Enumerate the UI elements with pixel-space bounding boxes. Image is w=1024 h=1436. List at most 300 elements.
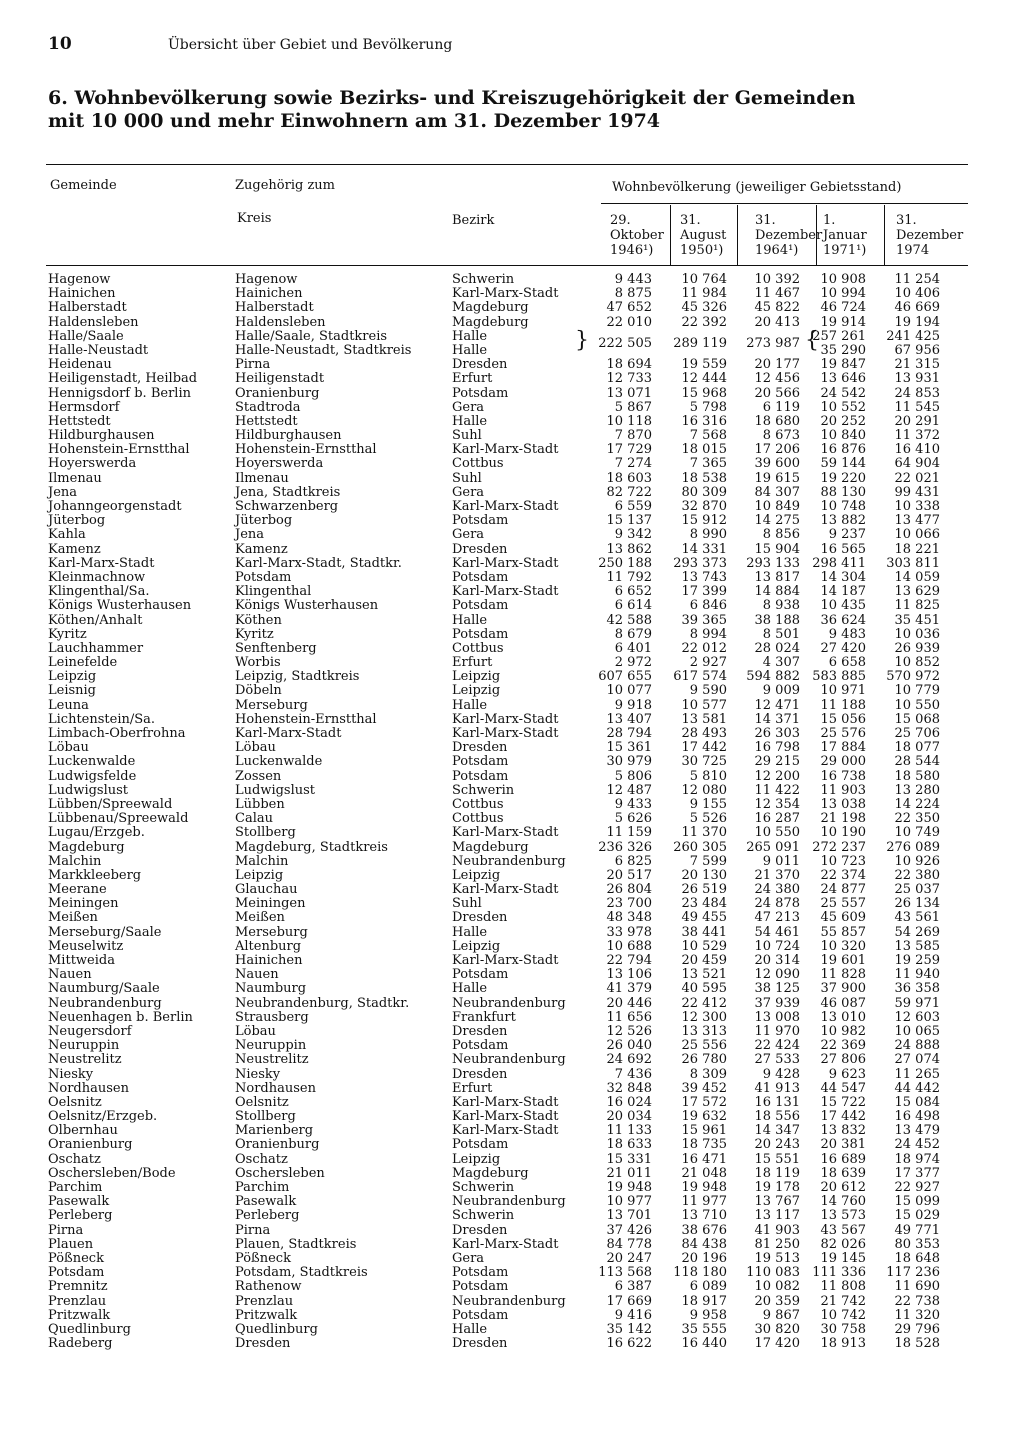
cell-gemeinde: Heidenau xyxy=(48,357,112,373)
cell-bezirk: Gera xyxy=(452,399,485,415)
cell-value-1964: 11 467 xyxy=(754,286,800,302)
title-line-1: 6. Wohnbevölkerung sowie Bezirks- und Kreiszugehörigkeit der Gemeinden xyxy=(48,87,856,109)
cell-gemeinde: Neuenhagen b. Berlin xyxy=(48,1009,193,1025)
cell-value-1974: 43 561 xyxy=(894,910,940,926)
table-row xyxy=(0,585,1024,599)
cell-value-1971: 11 188 xyxy=(820,697,866,713)
cell-value-1974: 18 974 xyxy=(894,1151,940,1167)
table-row xyxy=(0,1323,1024,1337)
cell-value-1950: 10 529 xyxy=(681,938,727,954)
cell-kreis: Calau xyxy=(235,811,273,827)
cell-gemeinde: Nordhausen xyxy=(48,1080,129,1096)
cell-bezirk: Potsdam xyxy=(452,1279,509,1295)
table-row xyxy=(0,1082,1024,1096)
cell-value-1946: 9 433 xyxy=(614,796,652,812)
cell-value-1974: 14 224 xyxy=(894,796,940,812)
cell-bezirk: Potsdam xyxy=(452,569,509,585)
cell-value-1946: 10 688 xyxy=(606,938,652,954)
cell-gemeinde: Meißen xyxy=(48,910,98,926)
cell-bezirk: Karl-Marx-Stadt xyxy=(452,286,559,302)
cell-value-1950: 11 984 xyxy=(681,286,727,302)
table-row xyxy=(0,457,1024,471)
cell-value-1946: 21 011 xyxy=(606,1165,652,1181)
cell-value-1974: 18 221 xyxy=(894,541,940,557)
cell-value-1950: 5 798 xyxy=(689,399,727,415)
table-row xyxy=(0,855,1024,869)
cell-value-1971: 10 742 xyxy=(820,1307,866,1323)
cell-value-1946: 11 656 xyxy=(606,1009,652,1025)
table-row xyxy=(0,571,1024,585)
cell-bezirk: Leipzig xyxy=(452,867,501,883)
cell-value-1946: 6 559 xyxy=(614,499,652,514)
cell-value-1974: 10 926 xyxy=(894,853,940,869)
cell-value-1974: 13 585 xyxy=(894,938,940,954)
table-row xyxy=(0,273,1024,287)
cell-value-1971: 18 913 xyxy=(820,1336,866,1352)
cell-value-1974: 19 194 xyxy=(894,314,940,330)
cell-kreis: Halberstadt xyxy=(235,300,314,316)
cell-bezirk: Halle xyxy=(452,328,488,344)
cell-value-1946: 6 614 xyxy=(614,598,652,614)
cell-gemeinde: Oelsnitz/Erzgeb. xyxy=(48,1109,158,1125)
cell-kreis: Pirna xyxy=(235,1222,271,1238)
cell-value-1946: 7 436 xyxy=(614,1066,652,1082)
cell-value-1946: 18 633 xyxy=(606,1137,652,1153)
cell-value-1974: 10 852 xyxy=(894,655,940,671)
cell-value-1950: 8 994 xyxy=(689,626,727,642)
cell-value-1950: 28 493 xyxy=(681,726,727,741)
cell-value-1946: 8 679 xyxy=(614,626,652,642)
table-row xyxy=(0,1181,1024,1195)
cell-kreis: Prenzlau xyxy=(235,1293,294,1309)
cell-bezirk: Karl-Marx-Stadt xyxy=(452,1094,559,1110)
cell-value-1950: 16 471 xyxy=(681,1151,727,1167)
cell-bezirk: Neubrandenburg xyxy=(452,995,566,1011)
cell-kreis: Hohenstein-Ernstthal xyxy=(235,711,377,727)
table-row xyxy=(0,784,1024,798)
cell-value-1971: 37 900 xyxy=(820,981,866,997)
cell-value-1946: 12 733 xyxy=(606,371,652,387)
cell-value-1964: 38 125 xyxy=(754,981,800,997)
cell-bezirk: Schwerin xyxy=(452,782,515,798)
cell-kreis: Pritzwalk xyxy=(235,1307,298,1323)
cell-bezirk: Magdeburg xyxy=(452,314,529,330)
cell-gemeinde: Ludwigslust xyxy=(48,782,129,798)
cell-value-1974: 22 738 xyxy=(894,1293,940,1309)
table-row xyxy=(0,614,1024,628)
cell-value-1950: 13 710 xyxy=(681,1208,727,1224)
cell-value-1950: 10 764 xyxy=(681,272,727,287)
cell-value-1964: 17 420 xyxy=(754,1336,800,1352)
cell-value-1964: 16 798 xyxy=(754,740,800,756)
cell-gemeinde: Oschersleben/Bode xyxy=(48,1165,176,1181)
cell-value-1946: 20 517 xyxy=(606,867,652,883)
cell-value-1946: 113 568 xyxy=(598,1265,652,1281)
cell-value-1950: 39 452 xyxy=(681,1080,727,1096)
cell-value-1950: 49 455 xyxy=(681,910,727,926)
cell-value-1964: 12 471 xyxy=(754,697,800,713)
cell-value-1950: 18 015 xyxy=(681,442,727,458)
cell-value-1946: 9 918 xyxy=(614,697,652,713)
cell-value-1974: 13 280 xyxy=(894,782,940,798)
cell-value-1974: 570 972 xyxy=(886,669,940,685)
table-top-rule xyxy=(46,164,968,165)
cell-value-1971: 15 722 xyxy=(820,1094,866,1110)
table-row xyxy=(0,543,1024,557)
cell-value-1946: 6 387 xyxy=(614,1279,652,1295)
cell-value-1971: 9 237 xyxy=(828,527,866,543)
cell-value-1950: 293 373 xyxy=(673,555,727,571)
cell-value-1974: 19 259 xyxy=(894,953,940,968)
cell-kreis: Nauen xyxy=(235,967,279,983)
table-row xyxy=(0,741,1024,755)
header-date-1946: 29. Oktober 1946¹) xyxy=(610,213,664,258)
cell-value-1946: 10 118 xyxy=(606,413,652,429)
cell-value-1971: 16 689 xyxy=(820,1151,866,1167)
cell-kreis: Plauen, Stadtkreis xyxy=(235,1236,357,1252)
cell-value-1950: 32 870 xyxy=(681,499,727,514)
cell-value-1974: 22 350 xyxy=(894,811,940,827)
cell-value-1946: 9 342 xyxy=(614,527,652,543)
table-row xyxy=(0,628,1024,642)
cell-gemeinde: Potsdam xyxy=(48,1265,105,1281)
cell-value-1950: 26 780 xyxy=(681,1052,727,1068)
cell-bezirk: Potsdam xyxy=(452,513,509,529)
cell-value-1950: 84 438 xyxy=(681,1236,727,1252)
cell-kreis: Glauchau xyxy=(235,882,298,898)
cell-value-1971: 272 237 xyxy=(812,839,866,855)
table-row xyxy=(0,599,1024,613)
cell-bezirk: Dresden xyxy=(452,1066,508,1082)
cell-gemeinde: Luckenwalde xyxy=(48,754,136,770)
table-row xyxy=(0,514,1024,528)
cell-bezirk: Gera xyxy=(452,484,485,500)
cell-value-1950: 118 180 xyxy=(673,1265,727,1281)
cell-value-1950: 9 958 xyxy=(689,1307,727,1323)
table-row xyxy=(0,415,1024,429)
cell-gemeinde: Pritzwalk xyxy=(48,1307,111,1323)
cell-value-1946: 11 792 xyxy=(606,569,652,585)
cell-value-1974: 22 021 xyxy=(894,470,940,486)
cell-value-1964: 54 461 xyxy=(754,924,800,940)
cell-value-1971: 583 885 xyxy=(812,669,866,685)
cell-kreis: Neuruppin xyxy=(235,1038,307,1054)
cell-bezirk: Magdeburg xyxy=(452,300,529,316)
cell-value-1964: 12 200 xyxy=(754,768,800,784)
cell-bezirk: Karl-Marx-Stadt xyxy=(452,499,559,514)
cell-bezirk: Potsdam xyxy=(452,385,509,401)
cell-gemeinde: Leipzig xyxy=(48,669,97,685)
cell-value-1950: 16 440 xyxy=(681,1336,727,1352)
header-wohnbevoelkerung: Wohnbevölkerung (jeweiliger Gebietsstand) xyxy=(612,180,902,195)
cell-value-1946: 26 804 xyxy=(606,882,652,898)
cell-kreis: Potsdam xyxy=(235,569,292,585)
cell-value-1950: 17 399 xyxy=(681,584,727,600)
cell-kreis: Karl-Marx-Stadt xyxy=(235,726,342,741)
cell-bezirk: Dresden xyxy=(452,1023,508,1039)
cell-value-1971: 27 806 xyxy=(820,1052,866,1068)
cell-kreis: Löbau xyxy=(235,1023,276,1039)
cell-value-1971: 27 420 xyxy=(820,640,866,656)
cell-value-1974: 22 380 xyxy=(894,867,940,883)
cell-value-1964: 12 090 xyxy=(754,967,800,983)
cell-value-1974: 99 431 xyxy=(894,484,940,500)
cell-kreis: Ilmenau xyxy=(235,470,289,486)
cell-value-1946: 17 729 xyxy=(606,442,652,458)
cell-value-1950: 15 912 xyxy=(681,513,727,529)
table-row xyxy=(0,883,1024,897)
cell-gemeinde: Lugau/Erzgeb. xyxy=(48,825,145,841)
table-row xyxy=(0,287,1024,301)
cell-kreis: Meiningen xyxy=(235,896,306,912)
table-row xyxy=(0,812,1024,826)
cell-value-1950: 12 080 xyxy=(681,782,727,798)
table-row xyxy=(0,1280,1024,1294)
cell-value-1971: 19 220 xyxy=(820,470,866,486)
cell-value-1946: 30 979 xyxy=(606,754,652,770)
cell-value-1974: 13 629 xyxy=(894,584,940,600)
cell-value-1950: 7 568 xyxy=(689,428,727,444)
cell-kreis: Pasewalk xyxy=(235,1194,297,1210)
cell-value-1964: 24 380 xyxy=(754,882,800,898)
cell-value-1964: 10 724 xyxy=(754,938,800,954)
cell-value-1946: 5 806 xyxy=(614,768,652,784)
header-date-1964: 31. Dezember 1964¹) xyxy=(755,213,823,258)
cell-value-1946: 37 426 xyxy=(606,1222,652,1238)
cell-value-1946: 6 825 xyxy=(614,853,652,869)
cell-bezirk: Magdeburg xyxy=(452,1165,529,1181)
running-head: Übersicht über Gebiet und Bevölkerung xyxy=(168,37,453,53)
cell-value-1971: 20 612 xyxy=(820,1180,866,1195)
cell-bezirk: Magdeburg xyxy=(452,839,529,855)
cell-value-1964: 110 083 xyxy=(746,1265,800,1281)
cell-value-1946: 13 701 xyxy=(606,1208,652,1224)
cell-value-1974: 14 059 xyxy=(894,569,940,585)
cell-value-1950: 30 725 xyxy=(681,754,727,770)
cell-bezirk: Leipzig xyxy=(452,669,501,685)
table-row xyxy=(0,755,1024,769)
cell-value-1946: 15 331 xyxy=(606,1151,652,1167)
cell-kreis: Löbau xyxy=(235,740,276,756)
cell-value-1950: 21 048 xyxy=(681,1165,727,1181)
table-title xyxy=(48,87,948,133)
cell-value-1964: 11 970 xyxy=(754,1023,800,1039)
cell-bezirk: Schwerin xyxy=(452,1180,515,1195)
cell-gemeinde: Hermsdorf xyxy=(48,399,120,415)
cell-kreis: Oschatz xyxy=(235,1151,288,1167)
cell-value-1971: 46 087 xyxy=(820,995,866,1011)
table-row xyxy=(0,968,1024,982)
cell-gemeinde: Kamenz xyxy=(48,541,101,557)
cell-gemeinde: Hainichen xyxy=(48,286,116,302)
cell-bezirk: Potsdam xyxy=(452,754,509,770)
table-row xyxy=(0,1167,1024,1181)
cell-bezirk: Erfurt xyxy=(452,1080,493,1096)
cell-bezirk: Halle xyxy=(452,413,488,429)
cell-value-1964: 22 424 xyxy=(754,1038,800,1054)
cell-gemeinde: Nauen xyxy=(48,967,92,983)
cell-value-1971: 22 374 xyxy=(820,867,866,883)
table-row xyxy=(0,316,1024,330)
cell-value-1964: 30 820 xyxy=(754,1321,800,1337)
cell-gemeinde: Leuna xyxy=(48,697,89,713)
cell-value-1971: 35 290 xyxy=(820,342,866,358)
cell-gemeinde: Lichtenstein/Sa. xyxy=(48,711,156,727)
cell-value-1964: 4 307 xyxy=(762,655,800,671)
cell-value-1950: 18 538 xyxy=(681,470,727,486)
cell-value-1946: 35 142 xyxy=(606,1321,652,1337)
cell-value-1964: 84 307 xyxy=(754,484,800,500)
cell-value-1971: 10 908 xyxy=(820,272,866,287)
header-divider xyxy=(737,205,738,265)
cell-value-1974: 49 771 xyxy=(894,1222,940,1238)
cell-bezirk: Potsdam xyxy=(452,1307,509,1323)
cell-bezirk: Halle xyxy=(452,697,488,713)
table-row xyxy=(0,429,1024,443)
cell-value-1971: 10 982 xyxy=(820,1023,866,1039)
cell-value-1964: 13 767 xyxy=(754,1194,800,1210)
cell-value-1974: 10 550 xyxy=(894,697,940,713)
cell-gemeinde: Niesky xyxy=(48,1066,94,1082)
cell-gemeinde: Jüterbog xyxy=(48,513,106,529)
cell-bezirk: Potsdam xyxy=(452,598,509,614)
cell-value-1974: 25 706 xyxy=(894,726,940,741)
cell-value-1971: 45 609 xyxy=(820,910,866,926)
cell-bezirk: Neubrandenburg xyxy=(452,1293,566,1309)
cell-value-1946: 41 379 xyxy=(606,981,652,997)
cell-kreis: Malchin xyxy=(235,853,289,869)
cell-kreis: Schwarzenberg xyxy=(235,499,339,514)
table-row xyxy=(0,926,1024,940)
table-row xyxy=(0,670,1024,684)
cell-kreis: Pößneck xyxy=(235,1250,291,1266)
cell-value-1950: 40 595 xyxy=(681,981,727,997)
cell-kreis: Leipzig, Stadtkreis xyxy=(235,669,360,685)
cell-value-1971: 24 877 xyxy=(820,882,866,898)
cell-kreis: Klingenthal xyxy=(235,584,312,600)
cell-value-1950: 6 846 xyxy=(689,598,727,614)
cell-value-1946: 16 622 xyxy=(606,1336,652,1352)
cell-value-1974: 15 029 xyxy=(894,1208,940,1224)
cell-gemeinde: Meerane xyxy=(48,882,107,898)
cell-value-1946: 10 977 xyxy=(606,1194,652,1210)
table-row xyxy=(0,940,1024,954)
cell-value-1964: 24 878 xyxy=(754,896,800,912)
cell-bezirk: Halle xyxy=(452,342,488,358)
table-body xyxy=(0,273,1024,1351)
cell-value-1971: 10 748 xyxy=(820,499,866,514)
cell-value-1964: 8 673 xyxy=(762,428,800,444)
cell-value-1946: 2 972 xyxy=(614,655,652,671)
cell-value-1971: 19 914 xyxy=(820,314,866,330)
cell-value-1950: 8 990 xyxy=(689,527,727,543)
cell-value-1946: 20 247 xyxy=(606,1250,652,1266)
cell-value-1950: 80 309 xyxy=(681,484,727,500)
cell-gemeinde: Meuselwitz xyxy=(48,938,124,954)
cell-gemeinde: Leisnig xyxy=(48,683,97,699)
cell-value-1971: 13 832 xyxy=(820,1123,866,1139)
cell-kreis: Stollberg xyxy=(235,1109,296,1125)
cell-value-1971: 14 304 xyxy=(820,569,866,585)
cell-value-1974: 24 888 xyxy=(894,1038,940,1054)
cell-value-1964: 29 215 xyxy=(754,754,800,770)
cell-gemeinde: Limbach-Oberfrohna xyxy=(48,726,186,741)
cell-value-1974: 21 315 xyxy=(894,357,940,373)
cell-value-1971: 21 742 xyxy=(820,1293,866,1309)
cell-kreis: Pirna xyxy=(235,357,271,373)
cell-bezirk: Suhl xyxy=(452,428,482,444)
cell-value-1946: 15 361 xyxy=(606,740,652,756)
cell-value-1971: 13 882 xyxy=(820,513,866,529)
cell-value-1964: 12 354 xyxy=(754,796,800,812)
cell-bezirk: Neubrandenburg xyxy=(452,853,566,869)
cell-gemeinde: Mittweida xyxy=(48,953,115,968)
cell-value-1964: 13 117 xyxy=(754,1208,800,1224)
cell-value-1950: 17 442 xyxy=(681,740,727,756)
cell-value-1964: 16 131 xyxy=(754,1094,800,1110)
cell-value-1946: 48 348 xyxy=(606,910,652,926)
table-row xyxy=(0,1053,1024,1067)
cell-value-1964: 18 556 xyxy=(754,1109,800,1125)
header-date-1971: 1. Januar 1971¹) xyxy=(823,213,867,258)
title-line-2: mit 10 000 und mehr Einwohnern am 31. Dezember 1974 xyxy=(48,110,661,132)
table-row xyxy=(0,727,1024,741)
cell-value-1946: 15 137 xyxy=(606,513,652,529)
cell-bezirk: Halle xyxy=(452,981,488,997)
cell-value-1946: 28 794 xyxy=(606,726,652,741)
cell-value-1964: 39 600 xyxy=(754,456,800,472)
cell-gemeinde: Meiningen xyxy=(48,896,119,912)
cell-value-1971: 19 145 xyxy=(820,1250,866,1266)
cell-value-1964: 26 303 xyxy=(754,726,800,741)
cell-value-1964: 10 082 xyxy=(754,1279,800,1295)
cell-kreis: Naumburg xyxy=(235,981,307,997)
table-row xyxy=(0,1337,1024,1351)
cell-bezirk: Karl-Marx-Stadt xyxy=(452,1109,559,1125)
cell-gemeinde: Quedlinburg xyxy=(48,1321,131,1337)
cell-gemeinde: Lübben/Spreewald xyxy=(48,796,173,812)
cell-value-1971: 19 601 xyxy=(820,953,866,968)
cell-gemeinde: Oelsnitz xyxy=(48,1094,102,1110)
cell-value-1946: 9 443 xyxy=(614,272,652,287)
cell-kreis: Halle-Neustadt, Stadtkreis xyxy=(235,342,412,358)
cell-value-1964: 594 882 xyxy=(746,669,800,685)
cell-value-1950: 25 556 xyxy=(681,1038,727,1054)
cell-value-1974: 276 089 xyxy=(886,839,940,855)
cell-value-1950: 11 370 xyxy=(681,825,727,841)
cell-bezirk: Cottbus xyxy=(452,811,504,827)
cell-value-1971: 55 857 xyxy=(820,924,866,940)
cell-value-1974: 46 669 xyxy=(894,300,940,316)
cell-value-1946: 9 416 xyxy=(614,1307,652,1323)
header-zugehoerig: Zugehörig zum xyxy=(235,178,335,193)
cell-value-1946: 19 948 xyxy=(606,1180,652,1195)
cell-value-1964: 8 501 xyxy=(762,626,800,642)
table-row xyxy=(0,1295,1024,1309)
table-row xyxy=(0,1195,1024,1209)
cell-value-1974: 11 372 xyxy=(894,428,940,444)
cell-bezirk: Gera xyxy=(452,1250,485,1266)
table-row xyxy=(0,472,1024,486)
cell-value-1950: 2 927 xyxy=(689,655,727,671)
cell-value-1964: 10 392 xyxy=(754,272,800,287)
halle-combined-1946: 222 505 xyxy=(598,336,652,351)
cell-value-1971: 88 130 xyxy=(820,484,866,500)
cell-gemeinde: Lübbenau/Spreewald xyxy=(48,811,189,827)
cell-value-1971: 9 483 xyxy=(828,626,866,642)
cell-value-1950: 260 305 xyxy=(673,839,727,855)
cell-gemeinde: Johanngeorgenstadt xyxy=(48,499,182,514)
